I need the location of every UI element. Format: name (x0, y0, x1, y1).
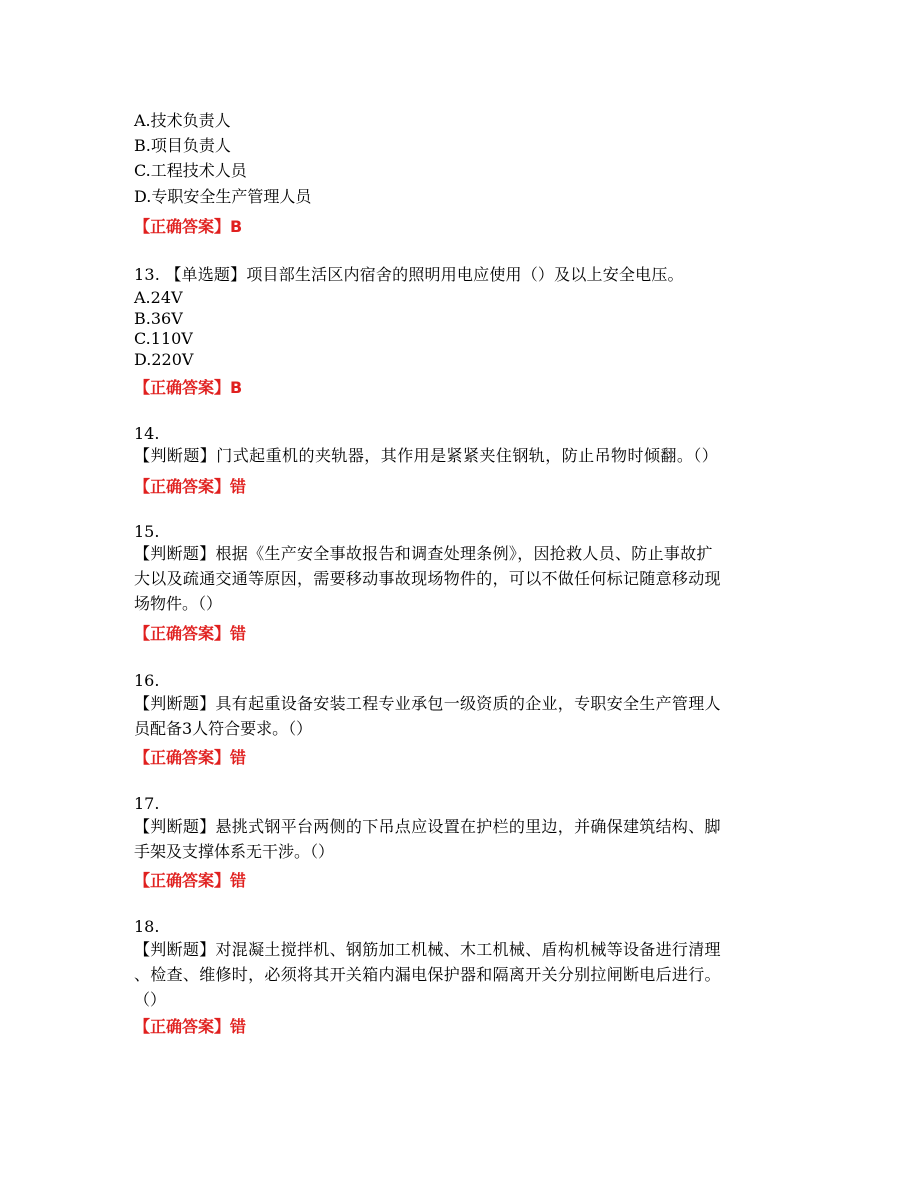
q16-answer-value: 错 (230, 748, 247, 767)
q16-text-line-2: 员配备3人符合要求。（） (134, 719, 313, 738)
q18-text-line-3: （） (134, 990, 167, 1009)
q18-number: 18. (134, 917, 160, 936)
q13-answer-value: B (230, 378, 243, 397)
q13-option-d: D.220V (134, 350, 194, 369)
q16-text-line-1: 【判断题】具有起重设备安装工程专业承包一级资质的企业，专职安全生产管理人 (134, 694, 721, 713)
q17-answer-value: 错 (230, 871, 247, 890)
q16-number: 16. (134, 671, 160, 690)
q14-answer-label: 【正确答案】 (134, 477, 231, 496)
q15-answer-label: 【正确答案】 (134, 624, 231, 643)
q17-answer-label: 【正确答案】 (134, 871, 231, 890)
option-b: B.项目负责人 (134, 136, 231, 155)
question-13: 13. 【单选题】项目部生活区内宿舍的照明用电应使用（）及以上安全电压。 (134, 265, 684, 284)
answer-line (134, 216, 242, 238)
q18-answer-label: 【正确答案】 (134, 1017, 231, 1036)
q15-text-line-1: 【判断题】根据《生产安全事故报告和调查处理条例》，因抢救人员、防止事故扩 (134, 544, 713, 563)
option-d: D.专职安全生产管理人员 (134, 187, 312, 206)
q18-text-line-2: 、检查、维修时，必须将其开关箱内漏电保护器和隔离开关分别拉闸断电后进行。 (134, 965, 721, 984)
q17-text-line-2: 手架及支撑体系无干涉。（） (134, 842, 335, 861)
q13-option-a: A.24V (134, 288, 183, 307)
q17-answer-line (134, 870, 246, 892)
option-a: A.技术负责人 (134, 111, 231, 130)
q13-option-b: B.36V (134, 309, 183, 328)
q14-text-line-1: 【判断题】门式起重机的夹轨器，其作用是紧紧夹住钢轨，防止吊物时倾翻。（） (134, 446, 719, 465)
q18-answer-line (134, 1016, 246, 1038)
q15-text-line-2: 大以及疏通交通等原因，需要移动事故现场物件的，可以不做任何标记随意移动现 (134, 569, 721, 588)
q15-answer-line (134, 623, 246, 645)
answer-label: 【正确答案】 (134, 217, 231, 236)
q16-answer-label: 【正确答案】 (134, 748, 231, 767)
option-c: C.工程技术人员 (134, 161, 247, 180)
q17-text-line-1: 【判断题】悬挑式钢平台两侧的下吊点应设置在护栏的里边，并确保建筑结构、脚 (134, 817, 721, 836)
q14-answer-line (134, 476, 246, 498)
q13-option-c: C.110V (134, 329, 193, 348)
q18-text-line-1: 【判断题】对混凝土搅拌机、钢筋加工机械、木工机械、盾构机械等设备进行清理 (134, 940, 721, 959)
q15-text-line-3: 场物件。（） (134, 594, 223, 613)
q18-answer-value: 错 (230, 1017, 247, 1036)
q13-answer-label: 【正确答案】 (134, 378, 231, 397)
q15-answer-value: 错 (230, 624, 247, 643)
answer-value: B (230, 217, 243, 236)
q14-answer-value: 错 (230, 477, 247, 496)
q16-answer-line (134, 747, 246, 769)
q13-answer-line (134, 377, 242, 399)
q17-number: 17. (134, 794, 160, 813)
q14-number: 14. (134, 424, 160, 443)
q15-number: 15. (134, 522, 160, 541)
